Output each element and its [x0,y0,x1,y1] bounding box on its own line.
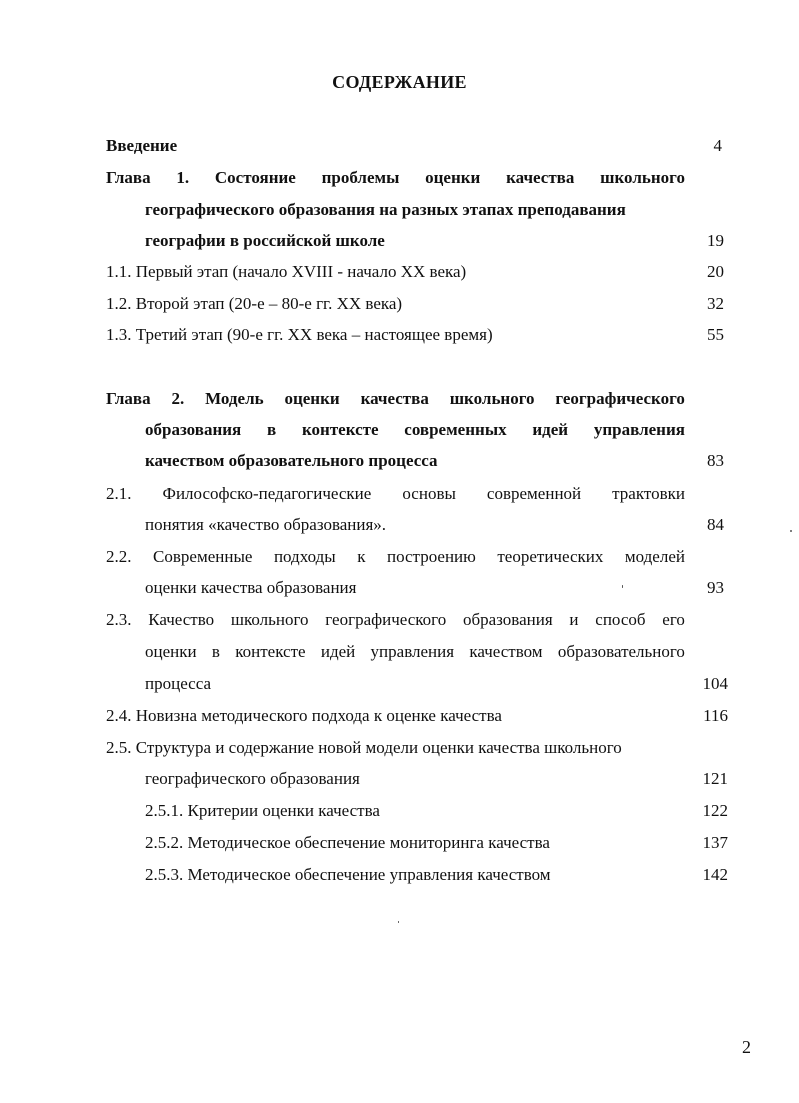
toc-ch1-line3: географии в российской школе [145,231,385,250]
word: к [357,547,366,566]
word: географического [325,610,447,629]
toc-ch2-page: 83 [707,451,724,470]
word: образования [145,420,242,439]
word: 2. [171,389,185,408]
toc-s2-5-2-label: 2.5.2. Методическое обеспечение мониторинга качества [145,833,550,852]
toc-s1-1-page: 20 [707,262,724,281]
word: управления [370,642,455,661]
word: в [267,420,277,439]
word: Глава [106,389,151,408]
word: Глава [106,168,151,187]
word: моделей [624,547,685,566]
page-number: 2 [742,1037,751,1057]
toc-s2-5-1-page: 122 [702,801,728,820]
toc-ch1-line1 [106,168,685,188]
toc-ch2-line3: качеством образовательного процесса [145,451,438,470]
word: школьного [600,168,685,187]
word: образовательного [557,642,685,661]
toc-intro-label: Введение [106,136,178,155]
word: способ [595,610,646,629]
word: оценки [425,168,481,187]
toc-s2-2-line1 [106,547,685,567]
toc-ch2-line2 [145,420,685,440]
toc-s2-5-line1: 2.5. Структура и содержание новой модели оценки качества школьного [106,738,622,757]
word: трактовки [612,484,685,503]
word: в [211,642,220,661]
toc-s2-3-line3: процесса [145,674,212,693]
word: современных [404,420,507,439]
word: школьного [230,610,309,629]
word: проблемы [321,168,400,187]
toc-s2-5-3-label: 2.5.3. Методическое обеспечение управления качеством [145,865,551,884]
word: географического [555,389,685,408]
word: контексте [235,642,306,661]
toc-s2-1-line1 [106,484,685,504]
word: школьного [449,389,535,408]
word: построению [386,547,476,566]
toc-s2-5-line2: географического образования [145,769,360,788]
word: качеством [469,642,543,661]
toc-s2-5-3-page: 142 [702,865,728,884]
scan-speck [398,921,399,923]
toc-s2-4-page: 116 [703,706,728,725]
word: идей [532,420,569,439]
word: 1. [176,168,190,187]
toc-s1-2-page: 32 [707,294,724,313]
toc-s1-3-page: 55 [707,325,724,344]
toc-s2-5-page: 121 [702,769,728,788]
word: современной [486,484,582,503]
word: Состояние [214,168,296,187]
word: Философско-педагогические [162,484,372,503]
word: оценки [145,642,197,661]
word: оценки [284,389,340,408]
scan-speck [622,585,623,588]
word: 2.3. [106,610,132,629]
toc-s2-1-line2: понятия «качество образования». [145,515,387,534]
toc-s2-3-line1 [106,610,685,630]
toc-s2-5-1-label: 2.5.1. Критерии оценки качества [145,801,380,820]
word: основы [402,484,456,503]
toc-s2-4-label: 2.4. Новизна методического подхода к оценке качества [106,706,502,725]
toc-ch2-line1 [106,389,685,409]
toc-s1-1-label: 1.1. Первый этап (начало XVIII - начало XX века) [106,262,467,281]
toc-s2-3-page: 104 [702,674,728,693]
toc-intro-page: 4 [713,136,722,155]
word: его [662,610,685,629]
word: образования [462,610,553,629]
toc-s2-1-page: 84 [707,515,724,534]
word: теоретических [497,547,604,566]
toc-s2-5-2-page: 137 [702,833,728,852]
word: идей [320,642,356,661]
page-title: СОДЕРЖАНИЕ [332,72,467,92]
word: 2.2. [106,547,132,566]
toc-s1-2-label: 1.2. Второй этап (20-е – 80-е гг. XX века) [106,294,403,313]
word: Модель [205,389,264,408]
word: качества [360,389,429,408]
word: Современные [153,547,253,566]
word: 2.1. [106,484,132,503]
toc-s2-2-line2: оценки качества образования [145,578,357,597]
word: управления [593,420,685,439]
scan-speck [790,530,792,532]
toc-s2-3-line2 [145,642,685,662]
toc-ch1-page: 19 [707,231,724,250]
toc-ch1-line2: географического образования на разных этапах преподавания [145,200,626,219]
toc-s1-3-label: 1.3. Третий этап (90-е гг. XX века – настоящее время) [106,325,493,344]
toc-s2-2-page: 93 [707,578,724,597]
word: подходы [273,547,336,566]
word: Качество [148,610,215,629]
word: контексте [301,420,379,439]
word: качества [506,168,575,187]
word: и [569,610,579,629]
